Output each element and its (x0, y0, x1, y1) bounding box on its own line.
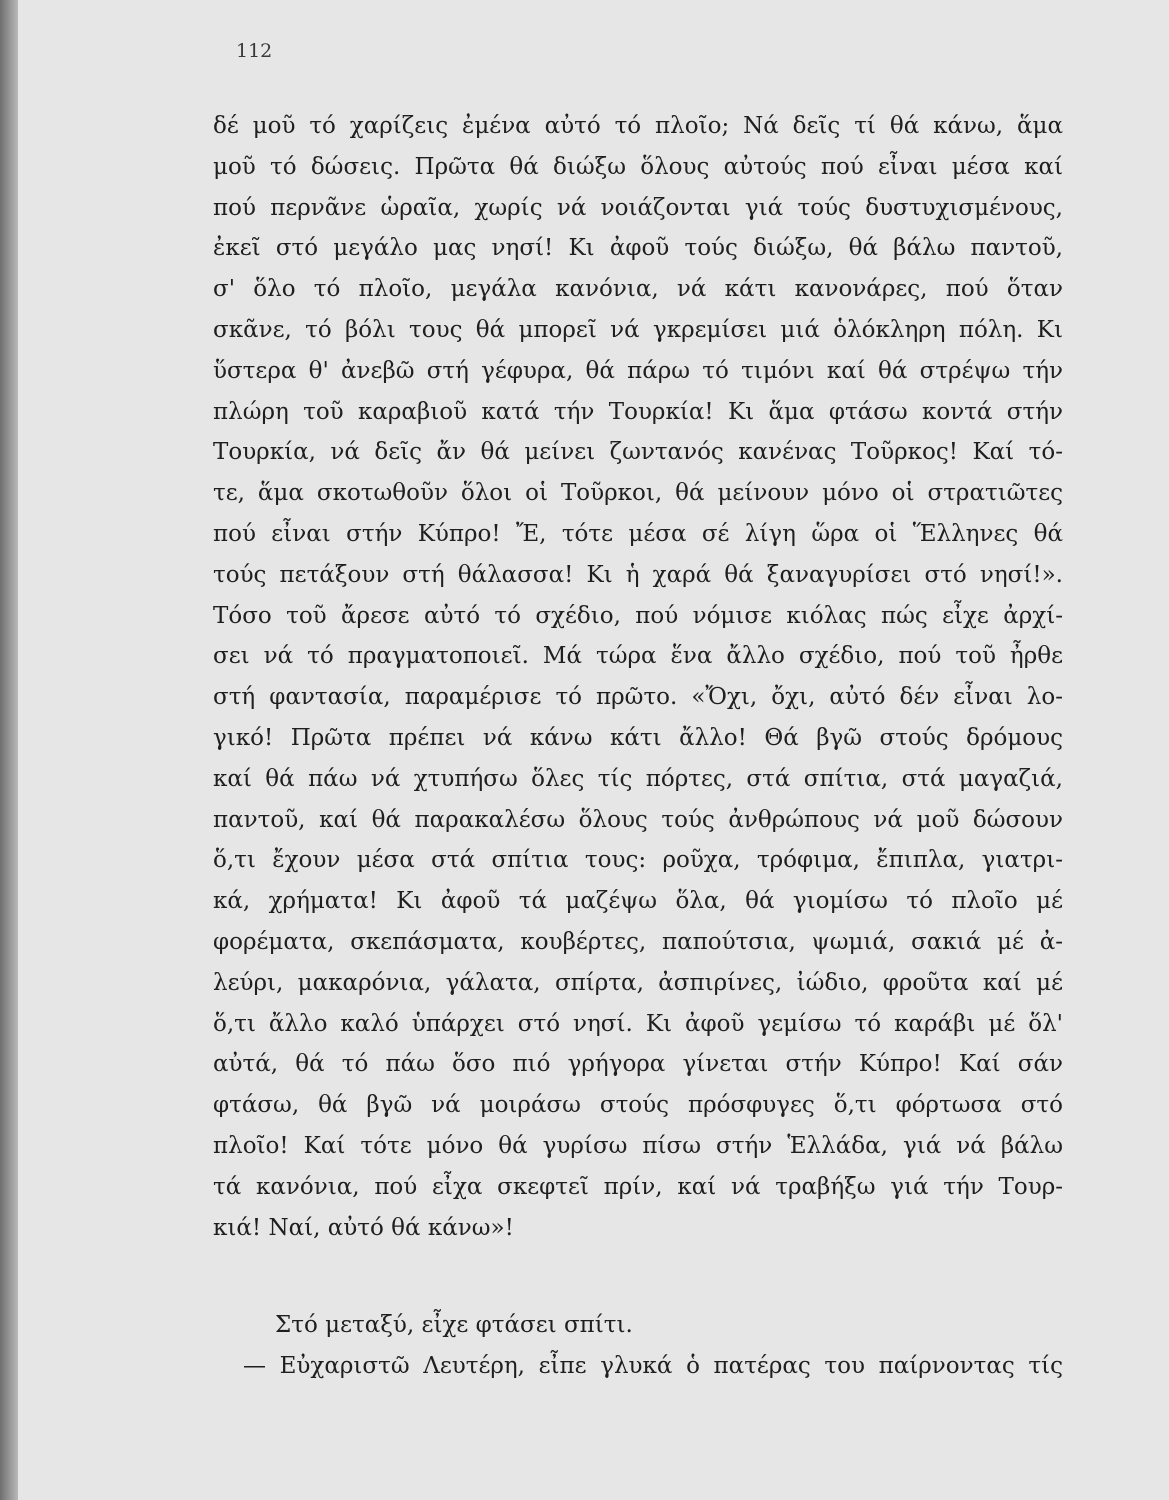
text-line: τά κανόνια, πού εἶχα σκεφτεῖ πρίν, καί νά τραβήξω γιά τήν Τουρ- (213, 1173, 1063, 1200)
text-line: τούς πετάξουν στή θάλασσα! Κι ἡ χαρά θά ξαναγυρίσει στό νησί!». (213, 561, 1063, 588)
text-line: πλοῖο! Καί τότε μόνο θά γυρίσω πίσω στήν Ἑλλάδα, γιά νά βάλω (213, 1132, 1063, 1159)
text-line: παντοῦ, καί θά παρακαλέσω ὅλους τούς ἀνθρώπους νά μοῦ δώσουν (213, 806, 1063, 833)
text-line: πλώρη τοῦ καραβιοῦ κατά τήν Τουρκία! Κι ἅμα φτάσω κοντά στήν (213, 398, 1063, 425)
text-line: ὕστερα θ' ἀνεβῶ στή γέφυρα, θά πάρω τό τιμόνι καί θά στρέψω τήν (213, 357, 1063, 384)
text-line: στή φαντασία, παραμέρισε τό πρῶτο. «Ὄχι, ὄχι, αὐτό δέν εἶναι λο- (213, 684, 1063, 711)
text-line: κά, χρήματα! Κι ἀφοῦ τά μαζέψω ὅλα, θά γιομίσω τό πλοῖο μέ (213, 888, 1063, 915)
page-edge-shadow (0, 0, 18, 1500)
text-line: μοῦ τό δώσεις. Πρῶτα θά διώξω ὅλους αὐτούς πού εἶναι μέσα καί (213, 153, 1063, 180)
page-number: 112 (236, 40, 273, 62)
text-line: καί θά πάω νά χτυπήσω ὅλες τίς πόρτες, στά σπίτια, στά μαγαζιά, (213, 765, 1063, 792)
text-line: σκᾶνε, τό βόλι τους θά μπορεῖ νά γκρεμίσει μιά ὁλόκληρη πόλη. Κι (213, 316, 1063, 343)
text-line: σει νά τό πραγματοποιεῖ. Μά τώρα ἕνα ἄλλο σχέδιο, πού τοῦ ἦρθε (213, 643, 1063, 670)
body-text (213, 106, 1063, 1387)
paragraph-2: Στό μεταξύ, εἶχε φτάσει σπίτι. (275, 1312, 633, 1339)
text-line: ὅ,τι ἔχουν μέσα στά σπίτια τους: ροῦχα, τρόφιμα, ἔπιπλα, γιατρι- (213, 847, 1063, 874)
text-line: φτάσω, θά βγῶ νά μοιράσω στούς πρόσφυγες ὅ,τι φόρτωσα στό (213, 1092, 1063, 1119)
paragraph-3-dialogue: — Εὐχαριστῶ Λευτέρη, εἶπε γλυκά ὁ πατέρας του παίρνοντας τίς (243, 1353, 1063, 1380)
paragraph-gap (213, 1248, 1063, 1305)
text-line: τε, ἅμα σκοτωθοῦν ὅλοι οἱ Τοῦρκοι, θά μείνουν μόνο οἱ στρατιῶτες (213, 480, 1063, 507)
text-line: δέ μοῦ τό χαρίζεις ἐμένα αὐτό τό πλοῖο; Νά δεῖς τί θά κάνω, ἅμα (213, 113, 1063, 139)
text-line: λεύρι, μακαρόνια, γάλατα, σπίρτα, ἀσπιρίνες, ἰώδιο, φροῦτα καί μέ (213, 969, 1063, 996)
text-line: πού περνᾶνε ὡραῖα, χωρίς νά νοιάζονται γιά τούς δυστυχισμένους, (213, 194, 1063, 221)
text-line: κιά! Ναί, αὐτό θά κάνω»! (213, 1214, 514, 1241)
text-line: ἐκεῖ στό μεγάλο μας νησί! Κι ἀφοῦ τούς διώξω, θά βάλω παντοῦ, (213, 235, 1063, 262)
text-line: γικό! Πρῶτα πρέπει νά κάνω κάτι ἄλλο! Θά βγῶ στούς δρόμους (213, 724, 1063, 751)
text-line: Τουρκία, νά δεῖς ἄν θά μείνει ζωντανός κανένας Τοῦρκος! Καί τό- (213, 439, 1063, 466)
text-line: φορέματα, σκεπάσματα, κουβέρτες, παπούτσια, ψωμιά, σακιά μέ ἀ- (213, 928, 1063, 955)
text-line: αὐτά, θά τό πάω ὅσο πιό γρήγορα γίνεται στήν Κύπρο! Καί σάν (213, 1051, 1063, 1078)
text-line: πού εἶναι στήν Κύπρο! Ἔ, τότε μέσα σέ λίγη ὥρα οἱ Ἕλληνες θά (213, 520, 1063, 547)
text-line: σ' ὅλο τό πλοῖο, μεγάλα κανόνια, νά κάτι κανονάρες, πού ὅταν (213, 276, 1063, 303)
paragraph-1 (213, 106, 1063, 1248)
text-line: Τόσο τοῦ ἄρεσε αὐτό τό σχέδιο, πού νόμισε κιόλας πώς εἶχε ἀρχί- (213, 602, 1063, 629)
text-line: ὅ,τι ἄλλο καλό ὑπάρχει στό νησί. Κι ἀφοῦ γεμίσω τό καράβι μέ ὅλ' (213, 1010, 1063, 1037)
